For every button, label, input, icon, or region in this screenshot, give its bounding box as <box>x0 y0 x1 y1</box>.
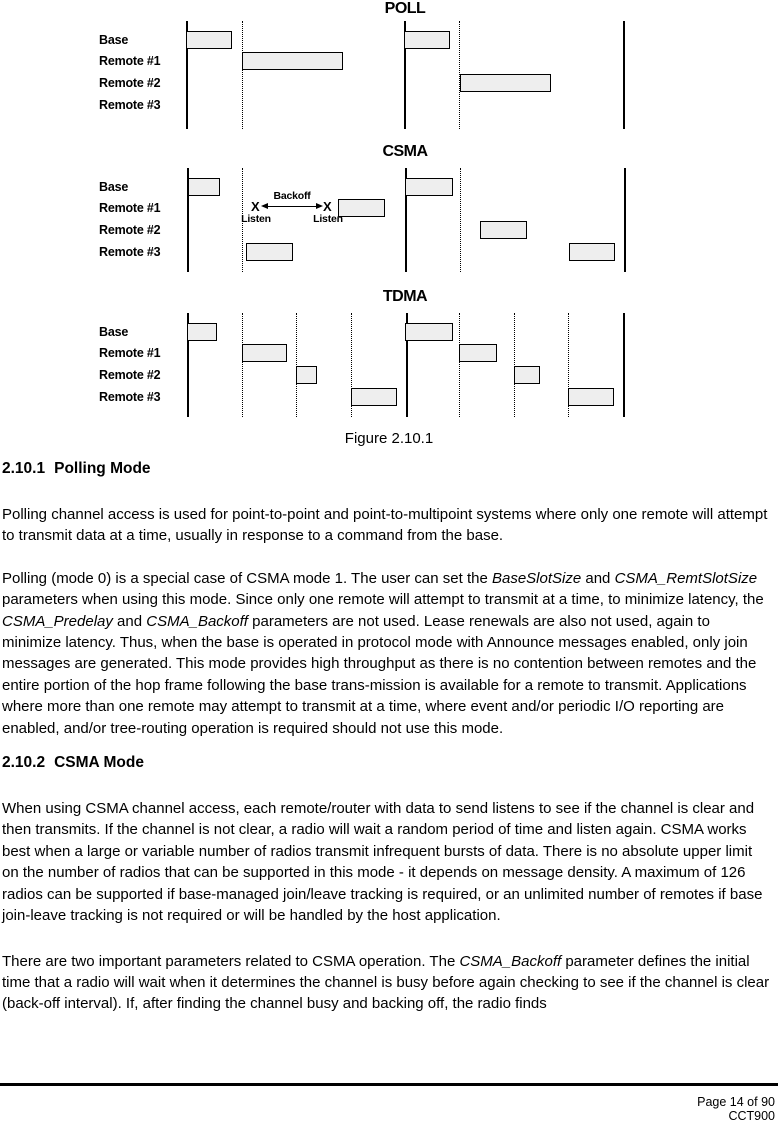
transmit-box <box>187 323 217 341</box>
timeline-dotted-line <box>242 21 243 129</box>
parameter-name: CSMA_Backoff <box>459 952 562 970</box>
figure-caption: Figure 2.10.1 <box>344 430 434 447</box>
timeline-solid-line <box>623 313 625 417</box>
timeline-dotted-line <box>242 313 243 417</box>
transmit-box <box>459 344 497 362</box>
transmit-box <box>514 366 540 384</box>
text-run: parameter defines the initial time that a radio will wait when it determines the channel is busy before again checking to see if the channel is clear (back-off interval). If, after finding the channel busy and backing off, the radio finds <box>2 952 770 1013</box>
timeline-dotted-line <box>460 168 461 272</box>
row-label: Remote #1 <box>99 54 161 68</box>
parameter-name: CSMA_ <box>614 569 667 587</box>
transmit-box <box>188 178 220 196</box>
row-label: Remote #3 <box>99 98 161 112</box>
transmit-box <box>246 243 293 261</box>
diagram-title-csma: CSMA <box>382 143 428 160</box>
transmit-box <box>405 323 453 341</box>
listen-label: Listen <box>313 213 343 225</box>
paragraph-csma-1 <box>0 798 778 926</box>
transmit-box <box>480 221 527 239</box>
x-mark: X <box>323 199 332 214</box>
timeline-solid-line <box>623 21 625 129</box>
section-title: CSMA Mode <box>54 754 144 772</box>
diagram-area-csma <box>0 168 778 272</box>
diagram-title-poll: POLL <box>384 0 426 17</box>
row-label: Base <box>99 325 129 339</box>
timeline-dotted-line <box>296 313 297 417</box>
paragraph-polling-2 <box>0 568 778 739</box>
text-run: Polling (mode 0) is a special case of CSMA mode 1. The user can set the <box>2 569 492 587</box>
row-label: Remote #2 <box>99 223 161 237</box>
footer-text <box>0 1095 778 1123</box>
diagram-title-tdma: TDMA <box>382 288 428 305</box>
transmit-box <box>351 388 397 406</box>
section-heading-polling-mode <box>0 460 778 478</box>
transmit-box <box>296 366 317 384</box>
backoff-label: Backoff <box>273 190 311 202</box>
text-run: mission is available for a remote to transmit. Applications where more than one remote may attempt to transmit at a time, where event and/or periodic I/O reporting are enabled, and/or tree-routing operation is required should not use this mode. <box>2 676 747 737</box>
timeline-dotted-line <box>514 313 515 417</box>
transmit-box <box>404 31 450 49</box>
page-number: Page 14 of 90 <box>697 1095 775 1109</box>
backoff-arrow <box>263 206 321 207</box>
section-number: 2.10.1 <box>2 460 46 477</box>
x-mark: X <box>251 199 260 214</box>
transmit-box <box>242 52 343 70</box>
text-run: When using CSMA channel access, each remote/router with data to send listens to see if the channel is clear and then transmits. If the channel is not clear, a radio will wait a random period of time and listen again. CSMA works best when a large or variable number of radios transmit infrequent bursts of data. There is no absolute upper limit on the number of radios that can be supported in this mode - it depends on message density. A maximum of 126 radios can be supported if base-managed join/leave tracking is required, or an unlimited number of remotes if base join-leave tracking is not required or will be handled by the host application. <box>2 800 763 925</box>
row-label: Remote #3 <box>99 390 161 404</box>
text-run: parameters when using this mode. Since only one remote will attempt to transmit at a time, to minimize latency, the <box>2 591 764 609</box>
section-heading-csma-mode <box>0 754 778 772</box>
row-label: Remote #1 <box>99 201 161 215</box>
page-footer <box>0 1083 778 1123</box>
text-run: and <box>112 612 147 630</box>
transmit-box <box>568 388 614 406</box>
row-label: Remote #1 <box>99 346 161 360</box>
transmit-box <box>569 243 615 261</box>
text-run: and <box>581 569 615 587</box>
row-label: Remote #3 <box>99 245 161 259</box>
row-label: Base <box>99 33 129 47</box>
diagram-area-tdma <box>0 313 778 417</box>
figure-timing-diagrams <box>0 0 778 420</box>
arrowhead-left-icon <box>261 203 268 209</box>
transmit-box <box>405 178 453 196</box>
text-run: parameters are not used. Lease renewals are also not used, again to minimize latency. Thus, when the base is operated in protocol mode with Announce messages enabled, only join messages are generated. This mode provides high throughput as there is no contention between remotes and the entire portion of the hop frame following the base trans- <box>2 612 757 694</box>
listen-label: Listen <box>241 213 271 225</box>
section-title: Polling Mode <box>54 460 151 477</box>
arrowhead-right-icon <box>316 203 323 209</box>
row-label: Remote #2 <box>99 368 161 382</box>
parameter-name: CSMA_Predelay <box>2 612 113 630</box>
transmit-box <box>242 344 287 362</box>
diagram-area-poll <box>0 21 778 129</box>
parameter-name: BaseSlotSize <box>491 569 582 587</box>
text-run: Polling channel access is used for point-to-point and point-to-multipoint systems where only one remote will attempt to transmit data at a time, usually in response to a command from the base. <box>2 506 768 545</box>
doc-code: CCT900 <box>728 1109 775 1123</box>
timeline-dotted-line <box>459 313 460 417</box>
timeline-solid-line <box>624 168 626 272</box>
row-label: Remote #2 <box>99 76 161 90</box>
section-number: 2.10.2 <box>2 754 46 772</box>
paragraph-csma-2 <box>0 951 778 1015</box>
paragraph-polling-1 <box>0 504 778 547</box>
parameter-name: CSMA_Backoff <box>146 612 248 630</box>
parameter-name: RemtSlotSize <box>666 569 758 587</box>
transmit-box <box>460 74 551 92</box>
text-run: There are two important parameters related to CSMA operation. The <box>2 952 460 970</box>
transmit-box <box>186 31 232 49</box>
row-label: Base <box>99 180 129 194</box>
